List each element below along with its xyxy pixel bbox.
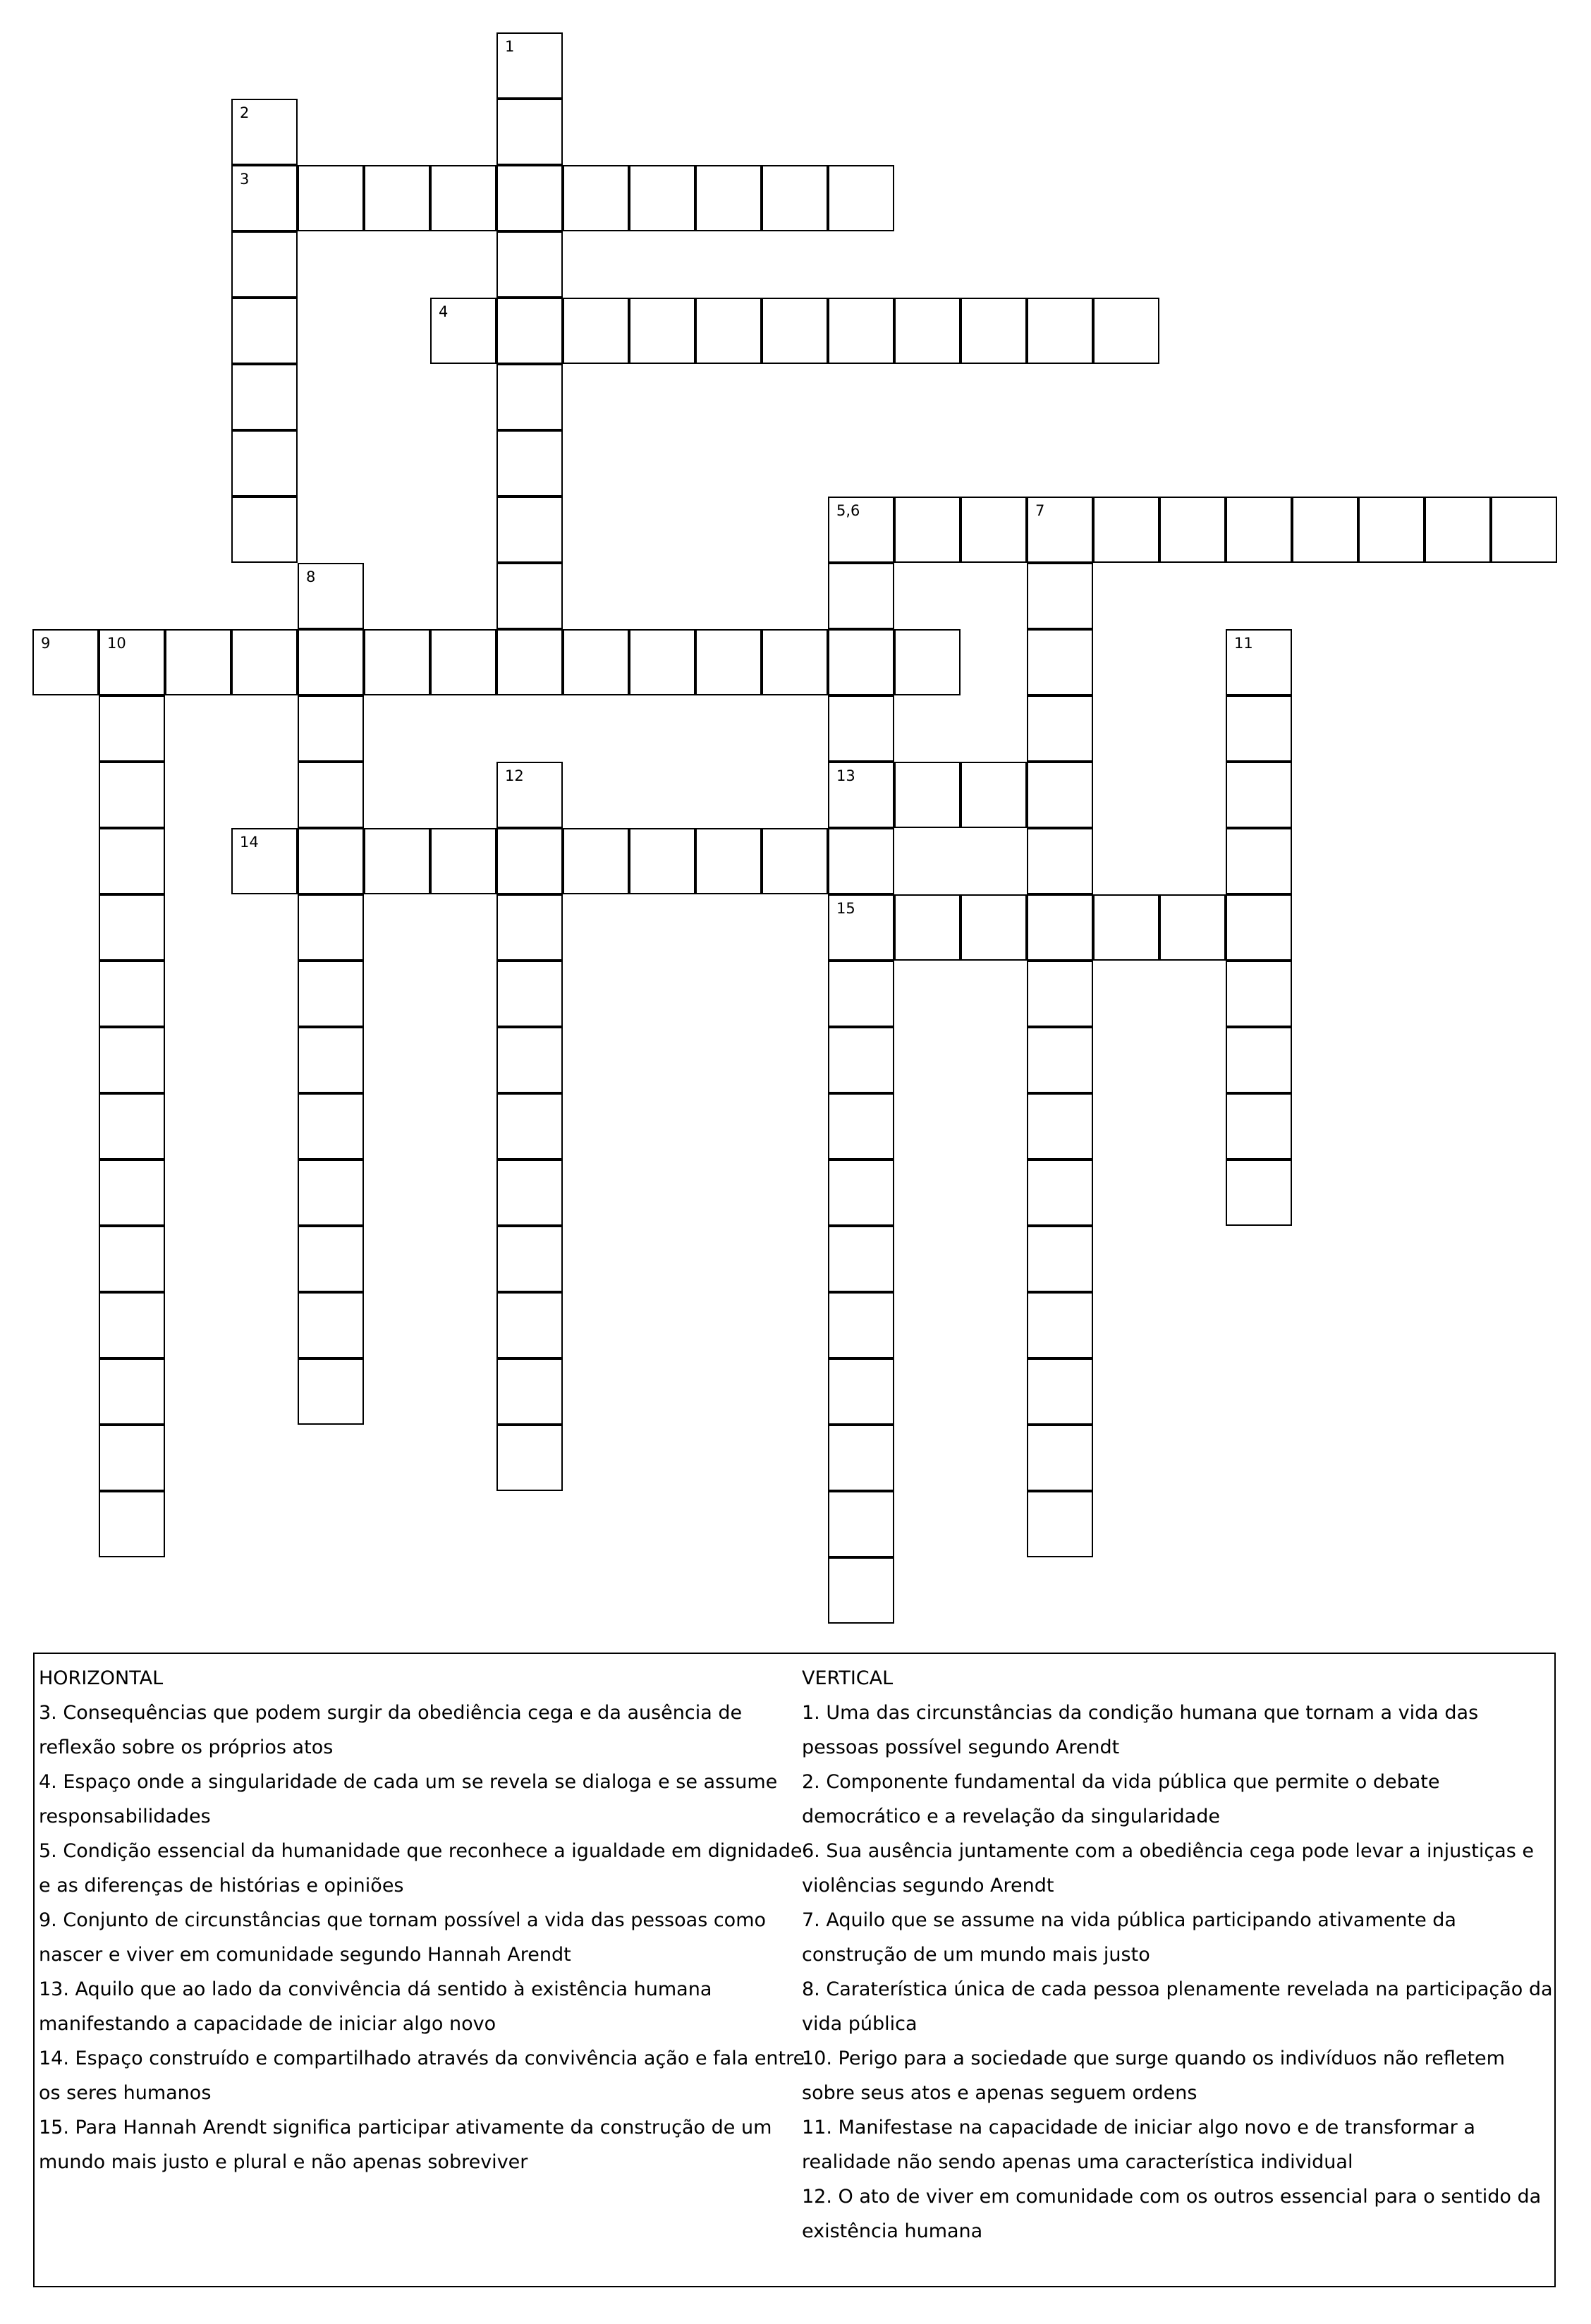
grid-cell[interactable]: [364, 629, 430, 695]
grid-cell[interactable]: [496, 828, 563, 894]
grid-cell[interactable]: [496, 762, 563, 828]
grid-cell[interactable]: [496, 629, 563, 695]
grid-cell[interactable]: [762, 828, 828, 894]
grid-cell[interactable]: [298, 1027, 364, 1093]
grid-cell[interactable]: [961, 298, 1027, 364]
grid-cell[interactable]: [99, 1292, 165, 1358]
grid-cell[interactable]: [828, 1226, 894, 1292]
grid-cell[interactable]: [99, 894, 165, 961]
grid-cell[interactable]: [1027, 762, 1093, 828]
grid-cell[interactable]: [1027, 1093, 1093, 1160]
grid-cell[interactable]: [1027, 1027, 1093, 1093]
grid-cell[interactable]: [99, 1226, 165, 1292]
grid-cell[interactable]: [1027, 563, 1093, 629]
grid-cell[interactable]: [563, 298, 629, 364]
grid-cell[interactable]: [828, 298, 894, 364]
grid-cell[interactable]: [496, 497, 563, 563]
clue-item: 8. Caraterística única de cada pessoa plenamente revelada na participação da vida pública: [802, 1978, 1553, 2035]
grid-cell[interactable]: [828, 828, 894, 894]
grid-cell[interactable]: [496, 231, 563, 298]
grid-cell[interactable]: [298, 165, 364, 231]
grid-cell[interactable]: [1027, 1425, 1093, 1491]
grid-cell[interactable]: [430, 165, 496, 231]
grid-cell[interactable]: [1491, 497, 1557, 563]
grid-cell[interactable]: [298, 1093, 364, 1160]
grid-cell[interactable]: [828, 1160, 894, 1226]
grid-cell[interactable]: [1027, 828, 1093, 894]
grid-cell[interactable]: [496, 430, 563, 497]
grid-cell[interactable]: [496, 32, 563, 99]
grid-cell[interactable]: [99, 629, 165, 695]
grid-cell[interactable]: [695, 629, 762, 695]
grid-cell[interactable]: [1159, 894, 1226, 961]
grid-cell[interactable]: [1093, 894, 1159, 961]
cell-number: 10: [107, 635, 126, 652]
grid-cell[interactable]: [298, 894, 364, 961]
grid-cell[interactable]: [430, 828, 496, 894]
grid-cell[interactable]: [231, 231, 298, 298]
grid-cell[interactable]: [961, 762, 1027, 828]
grid-cell[interactable]: [1027, 1292, 1093, 1358]
grid-cell[interactable]: [231, 828, 298, 894]
clue-item: 6. Sua ausência juntamente com a obediência cega pode levar a injustiças e violências segundo Arendt: [802, 1840, 1534, 1897]
grid-cell[interactable]: [629, 165, 695, 231]
clue-item: 14. Espaço construído e compartilhado através da convivência ação e fala entre os seres humanos: [39, 2048, 805, 2104]
grid-cell[interactable]: [1027, 1160, 1093, 1226]
grid-cell[interactable]: [496, 894, 563, 961]
grid-cell[interactable]: [364, 165, 430, 231]
grid-cell[interactable]: [298, 961, 364, 1027]
grid-cell[interactable]: [1027, 1226, 1093, 1292]
clue-item: 7. Aquilo que se assume na vida pública participando ativamente da construção de um mundo mais justo: [802, 1909, 1456, 1966]
cell-number: 11: [1234, 635, 1253, 652]
grid-cell[interactable]: [99, 1358, 165, 1425]
grid-cell[interactable]: [298, 629, 364, 695]
grid-cell[interactable]: [496, 563, 563, 629]
grid-cell[interactable]: [629, 298, 695, 364]
grid-cell[interactable]: [298, 695, 364, 762]
grid-cell[interactable]: [231, 364, 298, 430]
grid-cell[interactable]: [894, 298, 961, 364]
grid-cell[interactable]: [496, 298, 563, 364]
grid-cell[interactable]: [629, 828, 695, 894]
grid-cell[interactable]: [828, 1093, 894, 1160]
grid-cell[interactable]: [298, 1292, 364, 1358]
grid-cell[interactable]: [496, 165, 563, 231]
grid-cell[interactable]: [1027, 894, 1093, 961]
grid-cell[interactable]: [99, 1425, 165, 1491]
grid-cell[interactable]: [298, 563, 364, 629]
grid-cell[interactable]: [99, 762, 165, 828]
grid-cell[interactable]: [430, 298, 496, 364]
grid-cell[interactable]: [1226, 1160, 1292, 1226]
clue-item: 11. Manifestase na capacidade de iniciar algo novo e de transformar a realidade não sendo apenas uma característica individual: [802, 2117, 1475, 2173]
grid-cell[interactable]: [828, 1358, 894, 1425]
clue-item: 3. Consequências que podem surgir da obediência cega e da ausência de reflexão sobre os próprios atos: [39, 1702, 743, 1758]
clue-item: 4. Espaço onde a singularidade de cada um se revela se dialoga e se assume responsabilidades: [39, 1771, 778, 1827]
grid-cell[interactable]: [231, 629, 298, 695]
grid-cell[interactable]: [894, 762, 961, 828]
grid-cell[interactable]: [828, 1491, 894, 1557]
grid-cell[interactable]: [165, 629, 231, 695]
grid-cell[interactable]: [629, 629, 695, 695]
grid-cell[interactable]: [1027, 1358, 1093, 1425]
grid-cell[interactable]: [1226, 762, 1292, 828]
grid-cell[interactable]: [1027, 629, 1093, 695]
grid-cell[interactable]: [1425, 497, 1491, 563]
clue-item: 5. Condição essencial da humanidade que reconhece a igualdade em dignidade e as diferenças de histórias e opiniões: [39, 1840, 803, 1897]
grid-cell[interactable]: [828, 629, 894, 695]
vertical-heading: VERTICAL: [802, 1667, 894, 1689]
cell-number: 15: [836, 900, 855, 917]
clue-item: 9. Conjunto de circunstâncias que tornam possível a vida das pessoas como nascer e viver em comunidade segundo Hannah Arendt: [39, 1909, 767, 1966]
grid-cell[interactable]: [496, 1358, 563, 1425]
clue-item: 10. Perigo para a sociedade que surge quando os indivíduos não refletem sobre seus atos e apenas seguem ordens: [802, 2048, 1505, 2104]
grid-cell[interactable]: [1027, 497, 1093, 563]
grid-cell[interactable]: [1093, 497, 1159, 563]
grid-cell[interactable]: [1027, 1491, 1093, 1557]
grid-cell[interactable]: [364, 828, 430, 894]
grid-cell[interactable]: [496, 961, 563, 1027]
horizontal-clues: [39, 1661, 807, 2179]
grid-cell[interactable]: [1292, 497, 1358, 563]
cell-number: 1: [505, 38, 515, 55]
grid-cell[interactable]: [1159, 497, 1226, 563]
grid-cell[interactable]: [231, 165, 298, 231]
grid-cell[interactable]: [1226, 894, 1292, 961]
grid-cell[interactable]: [828, 961, 894, 1027]
grid-cell[interactable]: [32, 629, 99, 695]
grid-cell[interactable]: [828, 1425, 894, 1491]
cell-number: 13: [836, 767, 855, 784]
vertical-clues: [802, 1661, 1555, 2249]
grid-cell[interactable]: [1226, 961, 1292, 1027]
grid-cell[interactable]: [496, 1160, 563, 1226]
grid-cell[interactable]: [563, 828, 629, 894]
grid-cell[interactable]: [298, 1226, 364, 1292]
grid-cell[interactable]: [828, 1557, 894, 1624]
grid-cell[interactable]: [828, 563, 894, 629]
grid-cell[interactable]: [828, 894, 894, 961]
cell-number: 8: [306, 568, 316, 585]
grid-cell[interactable]: [496, 1292, 563, 1358]
grid-cell[interactable]: [1226, 1027, 1292, 1093]
grid-cell[interactable]: [231, 497, 298, 563]
grid-cell[interactable]: [563, 629, 629, 695]
grid-cell[interactable]: [828, 497, 894, 563]
grid-cell[interactable]: [99, 1093, 165, 1160]
grid-cell[interactable]: [1358, 497, 1425, 563]
grid-cell[interactable]: [1027, 961, 1093, 1027]
cell-number: 9: [41, 635, 51, 652]
grid-cell[interactable]: [894, 629, 961, 695]
grid-cell[interactable]: [1093, 298, 1159, 364]
cell-number: 3: [240, 171, 250, 188]
grid-cell[interactable]: [496, 364, 563, 430]
grid-cell[interactable]: [430, 629, 496, 695]
grid-cell[interactable]: [496, 99, 563, 165]
clue-item: 15. Para Hannah Arendt significa participar ativamente da construção de um mundo mais justo e plural e não apenas sobreviver: [39, 2117, 772, 2173]
grid-cell[interactable]: [298, 1358, 364, 1425]
grid-cell[interactable]: [99, 1160, 165, 1226]
grid-cell[interactable]: [1226, 695, 1292, 762]
grid-cell[interactable]: [695, 298, 762, 364]
grid-cell[interactable]: [828, 1292, 894, 1358]
grid-cell[interactable]: [298, 762, 364, 828]
clue-item: 2. Componente fundamental da vida pública que permite o debate democrático e a revelação da singularidade: [802, 1771, 1440, 1827]
cell-number: 2: [240, 104, 250, 121]
grid-cell[interactable]: [298, 828, 364, 894]
cell-number: 7: [1035, 502, 1045, 519]
grid-cell[interactable]: [563, 165, 629, 231]
grid-cell[interactable]: [99, 1491, 165, 1557]
grid-cell[interactable]: [961, 894, 1027, 961]
grid-cell[interactable]: [1027, 298, 1093, 364]
grid-cell[interactable]: [1226, 629, 1292, 695]
cell-number: 14: [240, 834, 259, 851]
grid-cell[interactable]: [99, 961, 165, 1027]
grid-cell[interactable]: [496, 1093, 563, 1160]
grid-cell[interactable]: [762, 629, 828, 695]
grid-cell[interactable]: [828, 165, 894, 231]
grid-cell[interactable]: [828, 695, 894, 762]
grid-cell[interactable]: [496, 1425, 563, 1491]
grid-cell[interactable]: [496, 1027, 563, 1093]
grid-cell[interactable]: [99, 695, 165, 762]
grid-cell[interactable]: [496, 1226, 563, 1292]
cell-number: 12: [505, 767, 524, 784]
grid-cell[interactable]: [1226, 828, 1292, 894]
grid-cell[interactable]: [762, 165, 828, 231]
grid-cell[interactable]: [231, 430, 298, 497]
grid-cell[interactable]: [298, 1160, 364, 1226]
grid-cell[interactable]: [894, 894, 961, 961]
clue-item: 12. O ato de viver em comunidade com os outros essencial para o sentido da existência humana: [802, 2186, 1542, 2242]
grid-cell[interactable]: [961, 497, 1027, 563]
grid-cell[interactable]: [828, 1027, 894, 1093]
clues-box: [33, 1653, 1556, 2287]
grid-cell[interactable]: [762, 298, 828, 364]
grid-cell[interactable]: [99, 828, 165, 894]
clue-item: 13. Aquilo que ao lado da convivência dá sentido à existência humana manifestando a capacidade de iniciar algo novo: [39, 1978, 712, 2035]
cell-number: 5,6: [836, 502, 860, 519]
clue-item: 1. Uma das circunstâncias da condição humana que tornam a vida das pessoas possível segundo Arendt: [802, 1702, 1479, 1758]
grid-cell[interactable]: [695, 828, 762, 894]
grid-cell[interactable]: [894, 497, 961, 563]
grid-cell[interactable]: [231, 298, 298, 364]
horizontal-heading: HORIZONTAL: [39, 1667, 164, 1689]
grid-cell[interactable]: [695, 165, 762, 231]
grid-cell[interactable]: [828, 762, 894, 828]
grid-cell[interactable]: [1226, 1093, 1292, 1160]
grid-cell[interactable]: [1027, 695, 1093, 762]
grid-cell[interactable]: [99, 1027, 165, 1093]
grid-cell[interactable]: [231, 99, 298, 165]
grid-cell[interactable]: [1226, 497, 1292, 563]
cell-number: 4: [439, 303, 449, 320]
